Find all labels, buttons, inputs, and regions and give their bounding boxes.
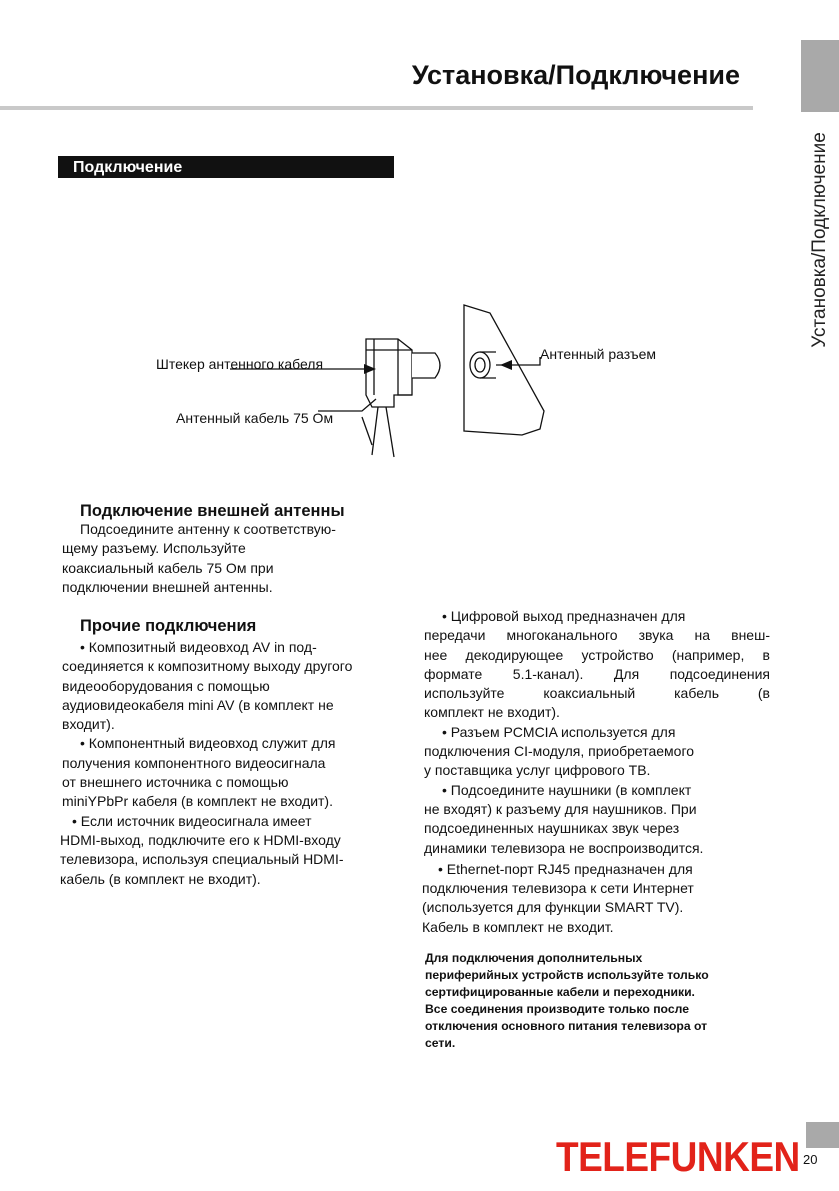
list-item-line: HDMI-выход, подключите его к HDMI-входу bbox=[60, 831, 341, 848]
warning-note bbox=[425, 950, 765, 1052]
warning-line: Все соединения производите только после bbox=[425, 1002, 689, 1016]
list-item-line: соединяется к композитному выходу другого bbox=[62, 658, 353, 675]
list-item-line: • Компонентный видеовход служит для bbox=[80, 735, 336, 752]
list-item-line: • Ethernet-порт RJ45 предназначен для bbox=[438, 860, 693, 877]
external-antenna-text bbox=[62, 520, 394, 597]
list-item-line: подсоединенных наушниках звук через bbox=[424, 820, 680, 837]
side-section-label-text: Установка/Подключение bbox=[809, 132, 830, 348]
external-antenna-line: коаксиальный кабель 75 Ом при bbox=[62, 559, 274, 576]
list-item-line: miniYPbPr кабеля (в комплект не входит). bbox=[62, 793, 333, 810]
list-item-line: • Подсоедините наушники (в комплект bbox=[442, 781, 692, 798]
external-antenna-line: Подсоедините антенну к соответствую- bbox=[80, 521, 336, 537]
list-item-line: передачи многоканального звука на внеш- bbox=[424, 627, 770, 644]
list-item-line: формате 5.1-канал). Для подсоединения bbox=[424, 665, 770, 682]
list-item-line: • Разъем PCMCIA используется для bbox=[442, 723, 676, 740]
brand-logo: TELEFUNKEN bbox=[556, 1134, 800, 1180]
other-connections-heading: Прочие подключения bbox=[80, 617, 257, 635]
section-heading: Подключение bbox=[58, 156, 394, 178]
title-divider bbox=[0, 106, 753, 110]
list-item-line: динамики телевизора не воспроизводится. bbox=[424, 839, 704, 856]
list-item-line: видеооборудования с помощью bbox=[62, 677, 270, 694]
warning-line: сети. bbox=[425, 1036, 456, 1050]
antenna-plug-shape bbox=[366, 339, 412, 407]
external-antenna-heading: Подключение внешней антенны bbox=[80, 502, 345, 520]
external-antenna-line: щему разъему. Используйте bbox=[62, 540, 246, 557]
external-antenna-line: подключении внешней антенны. bbox=[62, 578, 273, 595]
cable-label: Антенный кабель 75 Ом bbox=[176, 410, 334, 426]
list-item-line: подключения телевизора к сети Интернет bbox=[422, 880, 694, 897]
list-item-line: входит). bbox=[62, 716, 115, 733]
list-item-line: от внешнего источника с помощью bbox=[62, 774, 289, 791]
warning-line: сертифицированные кабели и переходники. bbox=[425, 985, 695, 999]
list-item-line: подключения CI-модуля, приобретаемого bbox=[424, 743, 695, 760]
antenna-connection-diagram bbox=[140, 295, 700, 475]
list-item-line: получения компонентного видеосигнала bbox=[62, 754, 326, 771]
list-item-line: кабель (в комплект не входит). bbox=[60, 870, 261, 887]
page-tab-marker bbox=[806, 1122, 839, 1148]
other-connections-right-column bbox=[424, 607, 770, 937]
plug-label: Штекер антенного кабеля bbox=[156, 356, 324, 372]
list-item-line: комплект не входит). bbox=[424, 704, 560, 721]
warning-line: периферийных устройств используйте только bbox=[425, 968, 709, 982]
list-item-line: у поставщика услуг цифрового ТВ. bbox=[424, 762, 651, 779]
page-number: 20 bbox=[803, 1152, 818, 1167]
list-item-line: • Цифровой выход предназначен для bbox=[442, 608, 686, 624]
list-item-line: используйте коаксиальный кабель (в bbox=[424, 685, 770, 702]
antenna-cable-shape bbox=[372, 407, 394, 457]
socket-label: Антенный разъем bbox=[540, 346, 657, 362]
antenna-socket-shape bbox=[470, 352, 490, 378]
list-item-line: Кабель в комплект не входит. bbox=[422, 918, 614, 935]
list-item-line: не входят) к разъему для наушников. При bbox=[424, 800, 697, 817]
other-connections-left-column bbox=[62, 638, 394, 889]
list-item-line: нее декодирующее устройство (например, в bbox=[424, 646, 770, 663]
list-item-line: аудиовидеокабеля mini AV (в комплект не bbox=[62, 696, 334, 713]
list-item-line: • Если источник видеосигнала имеет bbox=[72, 812, 312, 829]
warning-line: Для подключения дополнительных bbox=[425, 951, 643, 965]
list-item-line: • Композитный видеовход AV in под- bbox=[80, 639, 317, 655]
warning-line: отключения основного питания телевизора от bbox=[425, 1019, 708, 1033]
list-item-line: телевизора, используя специальный HDMI- bbox=[60, 851, 344, 868]
list-item-line: (используется для функции SMART TV). bbox=[422, 899, 684, 916]
page-title: Установка/Подключение bbox=[411, 60, 740, 90]
side-tab-marker bbox=[801, 40, 839, 112]
